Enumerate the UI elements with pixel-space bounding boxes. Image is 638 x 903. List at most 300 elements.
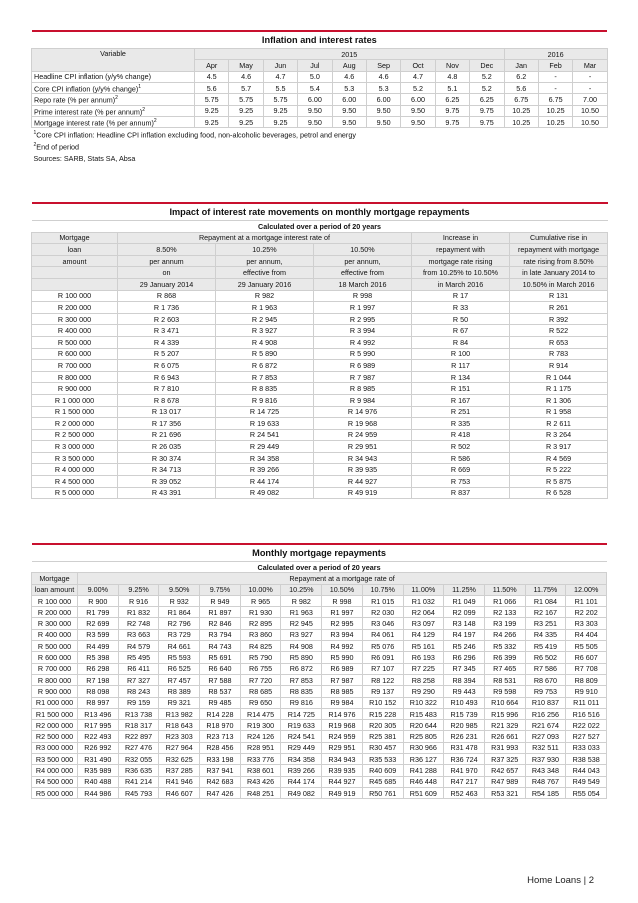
table-cell: R 669 <box>412 464 510 476</box>
table-cell: R8 997 <box>78 697 119 708</box>
table-cell: R47 989 <box>484 776 525 787</box>
table-cell: R3 148 <box>444 618 485 629</box>
table-cell: R7 107 <box>362 663 403 674</box>
table-cell: R 3 917 <box>510 441 608 453</box>
table-cell: R 965 <box>240 595 281 606</box>
table-row <box>32 452 608 464</box>
table-cell: R24 541 <box>281 731 322 742</box>
table-row <box>32 674 607 685</box>
table-cell: R41 970 <box>444 765 485 776</box>
monthly-table <box>31 543 607 799</box>
footnote-marker: 2 <box>142 106 146 113</box>
table-cell: R 2 500 000 <box>32 429 118 441</box>
note-note2: End of period <box>36 142 80 152</box>
table-cell: R 800 000 <box>32 674 78 685</box>
header-row <box>32 232 608 244</box>
table-cell: R5 790 <box>240 652 281 663</box>
rate-header: 11.25% <box>444 584 485 595</box>
table-cell: R5 332 <box>484 641 525 652</box>
table-cell: R 916 <box>118 595 159 606</box>
note-text <box>32 152 608 164</box>
table-cell: R2 846 <box>200 618 241 629</box>
table-cell: 7.00 <box>573 94 607 105</box>
table-row <box>32 82 608 93</box>
table-row <box>32 441 608 453</box>
table-cell: R36 724 <box>444 754 485 765</box>
table-cell: R2 945 <box>281 618 322 629</box>
table-cell: R31 478 <box>444 742 485 753</box>
table-cell: R 9 984 <box>314 394 412 406</box>
table-cell: R5 419 <box>525 641 566 652</box>
rate-header: 10.25% <box>281 584 322 595</box>
table-cell: R 502 <box>412 441 510 453</box>
table-cell: R17 995 <box>78 720 119 731</box>
table-cell: R36 635 <box>118 765 159 776</box>
month-header: Apr <box>195 60 229 71</box>
table-cell: R10 152 <box>362 697 403 708</box>
table-row <box>32 290 608 302</box>
row-label <box>32 94 195 105</box>
table-cell: R 600 000 <box>32 652 78 663</box>
table-cell: R 14 976 <box>314 406 412 418</box>
table-cell: R5 505 <box>566 641 607 652</box>
table-cell: R 1 306 <box>510 394 608 406</box>
table-cell: R46 607 <box>159 787 200 798</box>
table-cell: R 753 <box>412 476 510 488</box>
table-cell: R3 303 <box>566 618 607 629</box>
month-header: Mar <box>573 60 607 71</box>
rate-header: 9.00% <box>78 584 119 595</box>
table-cell: R 50 <box>412 313 510 325</box>
table-cell: 9.50 <box>332 117 366 128</box>
table-row <box>32 776 607 787</box>
table-cell: R2 699 <box>78 618 119 629</box>
table-cell: R1 032 <box>403 595 444 606</box>
table-cell: R 14 725 <box>216 406 314 418</box>
table-cell: 4.8 <box>435 71 469 82</box>
table-cell: R 100 000 <box>32 290 118 302</box>
table-cell: R1 832 <box>118 607 159 618</box>
year-2015-header: 2015 <box>195 49 505 60</box>
rate-header: 11.00% <box>403 584 444 595</box>
table-cell: R4 129 <box>403 629 444 640</box>
table-row <box>32 765 607 776</box>
table-cell: 4.5 <box>195 71 229 82</box>
table-row <box>32 708 607 719</box>
table-cell: R 19 968 <box>314 418 412 430</box>
table-cell: R 261 <box>510 302 608 314</box>
month-header: Sep <box>366 60 400 71</box>
table-cell: R6 989 <box>322 663 363 674</box>
table-cell: R25 381 <box>362 731 403 742</box>
table-cell: R1 049 <box>444 595 485 606</box>
table-cell: R 400 000 <box>32 629 78 640</box>
table-cell: R 44 927 <box>314 476 412 488</box>
table-cell: 4.6 <box>332 71 366 82</box>
table-cell: R5 161 <box>403 641 444 652</box>
table-cell: 4.6 <box>366 71 400 82</box>
table-cell: 9.50 <box>366 117 400 128</box>
footnote-marker: 2 <box>153 118 157 125</box>
impact-subtitle: Calculated over a period of 20 years <box>32 221 608 233</box>
header-row <box>32 244 608 256</box>
table-row <box>32 348 608 360</box>
table-row <box>32 686 607 697</box>
table-cell: R5 691 <box>200 652 241 663</box>
rate-header-line: per annum, <box>314 255 412 267</box>
table-cell: 10.50 <box>573 105 607 116</box>
rate-header: 12.00% <box>566 584 607 595</box>
table-cell: R 4 339 <box>118 336 216 348</box>
table-cell: 6.25 <box>435 94 469 105</box>
table-cell: R3 199 <box>484 618 525 629</box>
repay-group-header: Repayment at a mortgage interest rate of <box>118 232 412 244</box>
table-cell: R5 246 <box>444 641 485 652</box>
table-cell: 9.25 <box>229 117 263 128</box>
table-cell: R6 091 <box>362 652 403 663</box>
table-cell: R 335 <box>412 418 510 430</box>
table-cell: R1 930 <box>240 607 281 618</box>
table-cell: R52 463 <box>444 787 485 798</box>
table-cell: R 5 890 <box>216 348 314 360</box>
table-cell: R 131 <box>510 290 608 302</box>
rate-header: 11.50% <box>484 584 525 595</box>
table-cell: R3 729 <box>159 629 200 640</box>
table-cell: R9 485 <box>200 697 241 708</box>
table-cell: R1 897 <box>200 607 241 618</box>
table-cell: R16 516 <box>566 708 607 719</box>
table-cell: R 39 935 <box>314 464 412 476</box>
table-row <box>32 394 608 406</box>
table-cell: R44 927 <box>322 776 363 787</box>
table-cell: R4 992 <box>322 641 363 652</box>
table-cell: R42 657 <box>484 765 525 776</box>
table-cell: R13 496 <box>78 708 119 719</box>
mortgage-header-line <box>32 278 118 290</box>
table-cell: 5.75 <box>195 94 229 105</box>
table-cell: R8 098 <box>78 686 119 697</box>
header-row <box>32 255 608 267</box>
table-cell: R8 809 <box>566 674 607 685</box>
table-cell: R 2 945 <box>216 313 314 325</box>
table-cell: - <box>573 71 607 82</box>
table-row <box>32 720 607 731</box>
table-row <box>32 652 607 663</box>
rate-header: 10.00% <box>240 584 281 595</box>
table-cell: R 29 449 <box>216 441 314 453</box>
table-cell: R 914 <box>510 360 608 372</box>
table-cell: R 418 <box>412 429 510 441</box>
table-cell: R15 739 <box>444 708 485 719</box>
table-cell: R6 525 <box>159 663 200 674</box>
table-cell: 10.25 <box>504 105 538 116</box>
monthly-title: Monthly mortgage repayments <box>32 544 607 562</box>
table-cell: R 998 <box>322 595 363 606</box>
monthly-subtitle: Calculated over a period of 20 years <box>32 562 607 573</box>
table-cell: R1 066 <box>484 595 525 606</box>
table-cell: R41 214 <box>118 776 159 787</box>
impact-table <box>31 202 608 499</box>
table-row <box>32 731 607 742</box>
table-cell: R30 457 <box>362 742 403 753</box>
rate-header-line: effective from <box>216 267 314 279</box>
table-cell: R20 644 <box>403 720 444 731</box>
table-cell: R4 825 <box>240 641 281 652</box>
rate-header: 11.75% <box>525 584 566 595</box>
table-cell: - <box>538 82 572 93</box>
table-cell: R 700 000 <box>32 360 118 372</box>
table-cell: R 1 958 <box>510 406 608 418</box>
table-row <box>32 607 607 618</box>
table-cell: R26 661 <box>484 731 525 742</box>
table-cell: R36 127 <box>403 754 444 765</box>
table-cell: R8 389 <box>159 686 200 697</box>
table-cell: R7 588 <box>200 674 241 685</box>
table-cell: R4 404 <box>566 629 607 640</box>
table-cell: R 100 000 <box>32 595 78 606</box>
table-cell: R 4 500 000 <box>32 476 118 488</box>
table-cell: R 1 500 000 <box>32 406 118 418</box>
table-cell: R40 488 <box>78 776 119 787</box>
table-cell: 9.75 <box>435 105 469 116</box>
table-cell: R 3 000 000 <box>32 441 118 453</box>
table-cell: R3 794 <box>200 629 241 640</box>
table-cell: R 200 000 <box>32 302 118 314</box>
table-cell: R3 046 <box>362 618 403 629</box>
table-cell: R55 054 <box>566 787 607 798</box>
table-cell: R 49 919 <box>314 487 412 499</box>
table-cell: R4 579 <box>118 641 159 652</box>
table-cell: R21 674 <box>525 720 566 731</box>
row-label-text: Prime interest rate (% per annum) <box>34 107 143 117</box>
rate-header-line: effective from <box>314 267 412 279</box>
table-cell: R8 537 <box>200 686 241 697</box>
table-cell: R4 000 000 <box>32 765 78 776</box>
table-cell: R9 816 <box>281 697 322 708</box>
table-cell: R43 426 <box>240 776 281 787</box>
table-cell: R30 966 <box>403 742 444 753</box>
table-cell: 5.75 <box>263 94 297 105</box>
table-cell: R3 994 <box>322 629 363 640</box>
row-label-text: Repo rate (% per annum) <box>34 95 116 105</box>
table-cell: R37 941 <box>200 765 241 776</box>
table-cell: R3 000 000 <box>32 742 78 753</box>
table-cell: R11 011 <box>566 697 607 708</box>
table-cell: R 1 044 <box>510 371 608 383</box>
table-row <box>32 429 608 441</box>
table-cell: R4 335 <box>525 629 566 640</box>
table-cell: R 4 569 <box>510 452 608 464</box>
table-cell: R 6 989 <box>314 360 412 372</box>
table-cell: R47 217 <box>444 776 485 787</box>
table-cell: R1 997 <box>322 607 363 618</box>
increase-header-line: Increase in <box>412 232 510 244</box>
table-cell: R 300 000 <box>32 313 118 325</box>
table-row <box>32 663 607 674</box>
table-cell: R53 321 <box>484 787 525 798</box>
note-row <box>32 128 608 141</box>
table-cell: R 868 <box>118 290 216 302</box>
table-cell: 10.50 <box>573 117 607 128</box>
table-cell: R2 895 <box>240 618 281 629</box>
table-row <box>32 697 607 708</box>
rate-header-line: 10.50% <box>314 244 412 256</box>
month-header: May <box>229 60 263 71</box>
table-cell: R 2 611 <box>510 418 608 430</box>
mortgage-header-line: amount <box>32 255 118 267</box>
table-cell: R28 456 <box>200 742 241 753</box>
table-cell: R 6 943 <box>118 371 216 383</box>
table-cell: R23 303 <box>159 731 200 742</box>
table-cell: 5.0 <box>298 71 332 82</box>
variable-header: Variable <box>32 49 195 72</box>
table-row <box>32 618 607 629</box>
table-cell: 9.75 <box>470 117 504 128</box>
table-cell: R7 465 <box>484 663 525 674</box>
cumulative-header-line: repayment with mortgage <box>510 244 608 256</box>
table-cell: R9 321 <box>159 697 200 708</box>
table-cell: R 39 266 <box>216 464 314 476</box>
note-sources: Sources: SARB, Stats SA, Absa <box>33 153 136 163</box>
row-label-text: Core CPI inflation (y/y% change) <box>34 84 139 94</box>
table-cell: R1 000 000 <box>32 697 78 708</box>
impact-title: Impact of interest rate movements on monthly mortgage repayments <box>32 203 608 221</box>
table-cell: R37 930 <box>525 754 566 765</box>
footnote-marker: 1 <box>33 130 37 137</box>
table-row <box>32 418 608 430</box>
table-cell: R3 663 <box>118 629 159 640</box>
table-cell: R 783 <box>510 348 608 360</box>
table-cell: 4.6 <box>229 71 263 82</box>
table-cell: R16 256 <box>525 708 566 719</box>
table-cell: R 43 391 <box>118 487 216 499</box>
table-cell: R9 290 <box>403 686 444 697</box>
table-cell: R7 586 <box>525 663 566 674</box>
table-row <box>32 383 608 395</box>
table-cell: R 26 035 <box>118 441 216 453</box>
table-cell: R 900 000 <box>32 383 118 395</box>
table-cell: R 3 264 <box>510 429 608 441</box>
table-cell: R 151 <box>412 383 510 395</box>
table-cell: R51 609 <box>403 787 444 798</box>
table-cell: R9 137 <box>362 686 403 697</box>
year-2016-header: 2016 <box>504 49 607 60</box>
table-cell: R26 992 <box>78 742 119 753</box>
table-cell: R5 890 <box>281 652 322 663</box>
table-cell: R19 300 <box>240 720 281 731</box>
rate-header-line: 29 January 2016 <box>216 278 314 290</box>
table-cell: 9.50 <box>298 105 332 116</box>
table-cell: R3 251 <box>525 618 566 629</box>
table-cell: R1 963 <box>281 607 322 618</box>
table-cell: R7 708 <box>566 663 607 674</box>
row-label <box>32 82 195 93</box>
page-footer: Home Loans | 2 <box>527 875 594 886</box>
table-cell: R3 500 000 <box>32 754 78 765</box>
table-cell: R14 228 <box>200 708 241 719</box>
note-note1: Core CPI inflation: Headline CPI inflation excluding food, non-alcoholic beverages, petrol and energy <box>36 130 356 140</box>
table-cell: R 33 <box>412 302 510 314</box>
table-cell: 9.75 <box>435 117 469 128</box>
table-cell: R 49 082 <box>216 487 314 499</box>
note-text <box>32 140 608 152</box>
table-cell: R15 996 <box>484 708 525 719</box>
table-cell: R2 500 000 <box>32 731 78 742</box>
table-cell: R39 266 <box>281 765 322 776</box>
table-cell: 10.25 <box>504 117 538 128</box>
table-cell: 6.00 <box>366 94 400 105</box>
table-cell: R 2 603 <box>118 313 216 325</box>
table-cell: R 17 <box>412 290 510 302</box>
table-cell: R8 531 <box>484 674 525 685</box>
table-cell: 5.6 <box>195 82 229 93</box>
header-row <box>32 278 608 290</box>
note-row <box>32 140 608 152</box>
table-cell: R13 738 <box>118 708 159 719</box>
table-cell: R 837 <box>412 487 510 499</box>
table-cell: R6 640 <box>200 663 241 674</box>
table-cell: 9.75 <box>470 105 504 116</box>
table-cell: R28 951 <box>240 742 281 753</box>
table-cell: R4 661 <box>159 641 200 652</box>
table-cell: R25 805 <box>403 731 444 742</box>
table-cell: R42 683 <box>200 776 241 787</box>
table-cell: R 600 000 <box>32 348 118 360</box>
table-cell: R 1 963 <box>216 302 314 314</box>
cumulative-header-line: in late January 2014 to <box>510 267 608 279</box>
table-cell: R 29 951 <box>314 441 412 453</box>
table-cell: R6 193 <box>403 652 444 663</box>
footnote-marker: 1 <box>138 83 142 90</box>
table-cell: R2 133 <box>484 607 525 618</box>
table-cell: R34 358 <box>281 754 322 765</box>
table-row <box>32 641 607 652</box>
cumulative-header-line: rate rising from 8.50% <box>510 255 608 267</box>
table-cell: R24 126 <box>240 731 281 742</box>
table-cell: R49 549 <box>566 776 607 787</box>
table-cell: R8 835 <box>281 686 322 697</box>
table-cell: R 3 994 <box>314 325 412 337</box>
table-cell: R 2 000 000 <box>32 418 118 430</box>
table-row <box>32 117 608 128</box>
table-cell: R 5 990 <box>314 348 412 360</box>
table-cell: R 3 927 <box>216 325 314 337</box>
table-cell: R 5 222 <box>510 464 608 476</box>
table-cell: R6 607 <box>566 652 607 663</box>
table-cell: R47 426 <box>200 787 241 798</box>
table-cell: R 4 908 <box>216 336 314 348</box>
table-cell: R31 490 <box>78 754 119 765</box>
table-cell: R19 968 <box>322 720 363 731</box>
table-cell: 10.25 <box>538 105 572 116</box>
rate-header-line: 10.25% <box>216 244 314 256</box>
table-cell: R14 725 <box>281 708 322 719</box>
table-cell: R6 296 <box>444 652 485 663</box>
table-cell: R 7 853 <box>216 371 314 383</box>
table-cell: R5 398 <box>78 652 119 663</box>
table-cell: R 400 000 <box>32 325 118 337</box>
table-cell: 4.7 <box>401 71 435 82</box>
table-cell: R4 197 <box>444 629 485 640</box>
table-row <box>32 336 608 348</box>
table-cell: R31 993 <box>484 742 525 753</box>
table-cell: R 17 356 <box>118 418 216 430</box>
table-cell: R4 061 <box>362 629 403 640</box>
table-cell: R 6 872 <box>216 360 314 372</box>
table-cell: R41 288 <box>403 765 444 776</box>
table-cell: R9 650 <box>240 697 281 708</box>
rate-header-line: 18 March 2016 <box>314 278 412 290</box>
